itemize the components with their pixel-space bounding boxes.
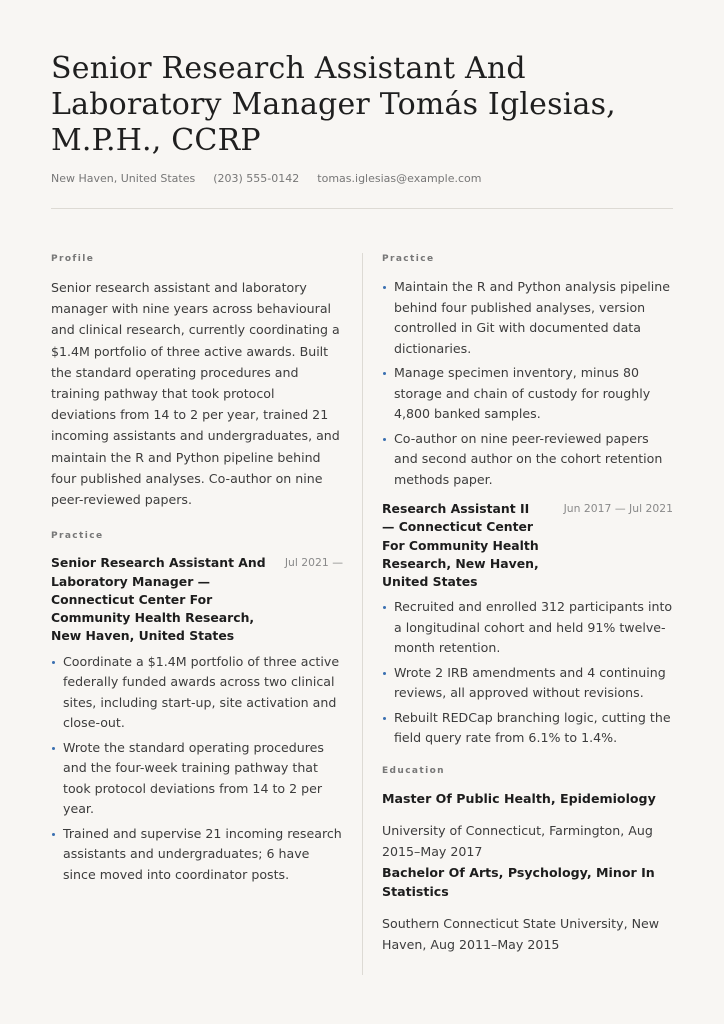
education-entry [382,789,673,863]
header-divider [51,208,673,209]
profile-heading: Profile [51,254,95,264]
job-bullet: Wrote the standard operating procedures and the four-week training pathway that took protocol deviations from 14 to 2 per year. [51,738,343,820]
job-bullet: Coordinate a $1.4M portfolio of three active federally funded awards across two clinical sites, including start-up, site activation and close-out. [51,652,343,734]
resume-name: Senior Research Assistant And Laboratory Manager Tomás Iglesias, M.P.H., CCRP [51,51,616,158]
job-dates: Jun 2017 — Jul 2021 [563,502,673,515]
education-school: Southern Connecticut State University, New Haven, Aug 2011–May 2015 [382,915,660,953]
education-entry [382,863,673,956]
job-bullets [51,652,343,886]
job-bullet: Recruited and enrolled 312 participants into a longitudinal cohort and held 91% twelve-month retention. [382,597,673,659]
profile-text: Senior research assistant and laboratory manager with nine years across behavioural and clinical research, currently coordinating a $1.4M portfolio of three active awards. Built the standard operating procedures and training pathway that took protocol deviations from 14 to 2 per year, trained 21 incoming assistants and undergraduates, and maintain the R and Python pipeline behind four published analyses. Co-author on nine peer-reviewed papers. [51,280,340,508]
education-school: University of Connecticut, Farmington, Aug 2015–May 2017 [382,822,653,860]
job-bullet: Trained and supervise 21 incoming research assistants and undergraduates; 6 have since moved into coordinator posts. [51,824,343,886]
contact-email: tomas.iglesias@example.com [317,172,482,185]
left-column [51,253,343,889]
practice-heading: Practice [382,254,435,264]
education-degree: Bachelor Of Arts, Psychology, Minor In Statistics [382,864,655,899]
practice-bullet: Maintain the R and Python analysis pipeline behind four published analyses, version controlled in Git with documented data dictionaries. [382,277,673,359]
education-degree: Master Of Public Health, Epidemiology [382,790,656,806]
practice-bullet: Manage specimen inventory, minus 80 storage and chain of custody for roughly 4,800 banked samples. [382,363,673,425]
job-title: Research Assistant II — Connecticut Center For Community Health Research, New Haven, United States [382,501,539,590]
contact-info [51,172,481,185]
resume-page [51,0,673,1024]
right-column [382,253,673,956]
job-entry [382,500,673,749]
practice-bullets [382,277,673,490]
practice-heading: Practice [51,531,104,542]
job-bullet: Rebuilt REDCap branching logic, cutting the field query rate from 6.1% to 1.4%. [382,708,673,749]
column-divider [362,253,363,975]
job-bullet: Wrote 2 IRB amendments and 4 continuing reviews, all approved without revisions. [382,663,673,704]
job-bullets [382,597,673,749]
job-dates: Jul 2021 — [284,556,343,570]
job-title: Senior Research Assistant And Laboratory Manager — Connecticut Center For Community Health Research, New Haven, United States [51,555,266,644]
practice-bullet: Co-author on nine peer-reviewed papers and second author on the cohort retention methods paper. [382,429,673,491]
contact-location: New Haven, United States [51,172,196,185]
job-entry [51,554,343,885]
contact-phone: (203) 555-0142 [213,172,300,185]
education-heading: Education [382,765,445,776]
